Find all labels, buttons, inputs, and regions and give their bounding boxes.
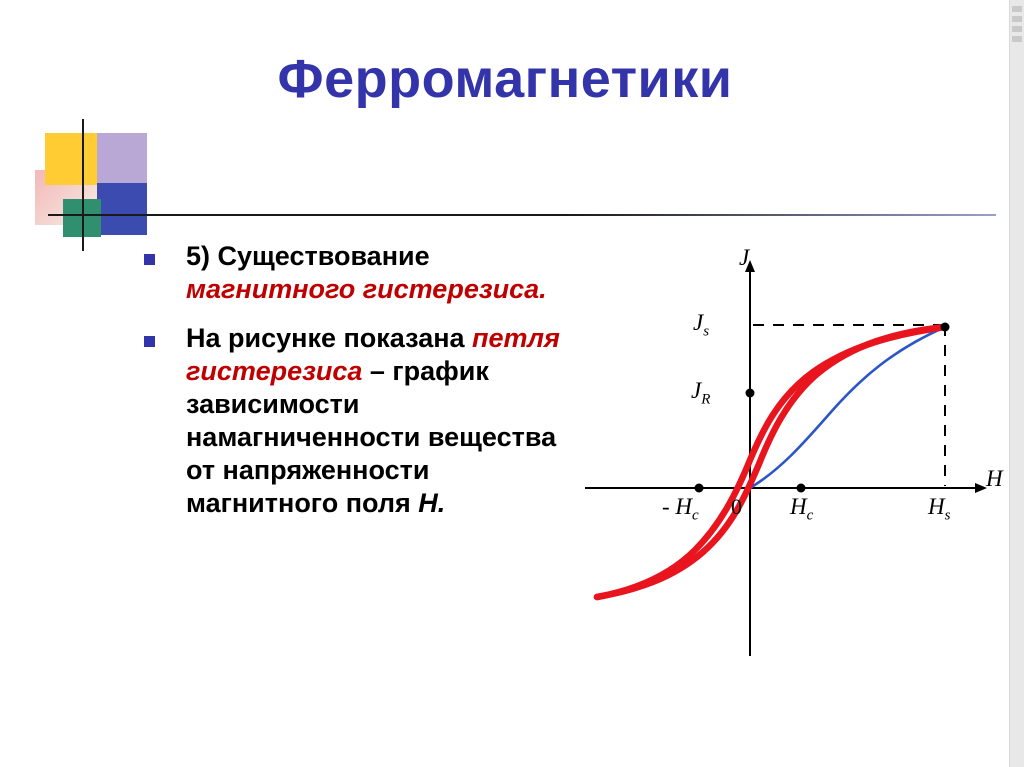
bullet-2-part-2: петля гистерезиса xyxy=(186,322,560,386)
bullet-2-part-4: H. xyxy=(418,487,446,518)
chart-markers xyxy=(695,323,950,493)
bullet-text xyxy=(186,322,560,520)
tick-label-jr: $J_R$ xyxy=(691,378,711,408)
hysteresis-lower-branch xyxy=(597,327,945,597)
hysteresis-svg xyxy=(545,238,1015,668)
bullet-2-part-3: – график зависимости намагниченности вещества от напряженности магнитного поля xyxy=(186,355,557,518)
blue-square xyxy=(97,183,147,235)
yellow-square xyxy=(45,133,97,185)
bullet-2-part-1: На рисунке показана xyxy=(186,322,473,353)
hysteresis-chart xyxy=(545,238,1015,668)
purple-square xyxy=(97,133,147,183)
bullet-list xyxy=(140,240,560,536)
square-bullet-icon xyxy=(144,254,155,265)
bullet-1-part-2: магнитного гистерезиса. xyxy=(186,273,547,304)
hysteresis-upper-branch xyxy=(597,327,945,597)
origin-label: 0 xyxy=(731,494,742,519)
axis-label-y: J xyxy=(739,245,750,270)
square-bullet-icon xyxy=(144,336,155,347)
tick-label-hs: $H_s$ xyxy=(928,494,951,524)
list-item xyxy=(140,322,560,520)
chart-axes xyxy=(585,260,987,656)
page-title: Ферромагнетики xyxy=(277,49,733,109)
tick-label-js: $J_s$ xyxy=(693,310,710,340)
vertical-rule xyxy=(82,119,84,251)
axis-label-x: H xyxy=(986,466,1003,491)
tick-label-hc: $H_c$ xyxy=(790,494,814,524)
decorative-squares xyxy=(35,125,155,250)
bullet-1-part-1: 5) Существование xyxy=(186,241,430,271)
horizontal-divider xyxy=(48,214,996,216)
list-item xyxy=(140,240,560,306)
bullet-text xyxy=(186,240,560,306)
tick-label-minus-hc: - $H_c$ xyxy=(662,494,699,524)
